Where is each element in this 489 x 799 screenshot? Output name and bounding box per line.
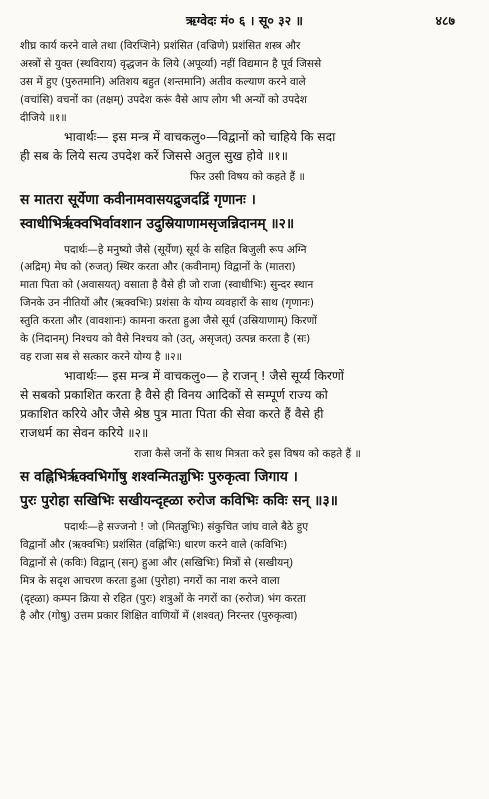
text-line: भावार्थः— इस मन्त्र में वाचकलु०—विद्वानों को चाहिये कि सदा	[64, 129, 336, 144]
bhavarth-2	[20, 367, 475, 443]
padarth-continuation	[20, 38, 475, 128]
verse-intro-2: फिर उसी विषय को कहते हैं ॥	[190, 170, 305, 183]
text-line: (वचांसि) वचनों का (तक्षम्) उपदेश करूं वैसे आप लोग भी अन्यों को उपदेश	[20, 93, 307, 106]
text-line: माता पिता को (अवासयत्) वसाता है वैसे ही जो राजा (स्वाधीभिः) सुन्दर स्थान	[20, 279, 314, 292]
running-title: ऋग्वेदः मं० ६ । सू० ३२ ॥	[185, 13, 304, 28]
text-line: के (निदानम्) निश्चय को वैसे निश्चय को (उत्, असृजत्) उत्पन्न करता है (सः)	[20, 333, 311, 346]
text-line: भावार्थः— इस मन्त्र में वाचकलु०— हे राजन् ! जैसे सूर्य्य किरणों	[64, 368, 344, 383]
mantra-3	[20, 465, 475, 513]
text-line: स्तुति करता और (वावशानः) कामना करता हुआ जैसे सूर्य (उस्रियाणाम्) किरणों	[20, 315, 317, 328]
page-number: ४८७	[435, 13, 455, 28]
padarth-3	[20, 519, 475, 626]
text-line: (अद्रिम्) मेघ को (रुजत्) स्थिर करता और (कवीनाम्) विद्वानों के (मातरा)	[20, 261, 296, 274]
text-line: मित्र के सदृश आचरण करता हुआ (पुरोहा) नगरों का नाश करने वाला	[20, 574, 280, 587]
text-line: राजधर्म का सेवन करिये ॥२॥	[20, 425, 149, 440]
verse-intro-3: राजा कैसे जनों के साथ मित्रता करे इस विषय को कहते हैं ॥	[134, 447, 361, 460]
text-line: पदार्थः—हे सज्जनो ! जो (मितज्ञुभिः) संकुचित जांघ वाले बैठे हुए	[64, 520, 309, 533]
text-line: प्रकाशित करिये और जैसे श्रेष्ठ पुत्र माता पिता की सेवा करते हैं वैसे ही	[20, 406, 324, 421]
text-line: शीघ्र कार्य करने वाले तथा (विरप्शिने) प्रशंसित (वज्रिणे) प्रशंसित शस्त्र और	[20, 40, 301, 52]
text-line: दीजिये ॥१॥	[20, 111, 67, 124]
text-line: जिनके उन नीतियों और (ऋक्वभिः) प्रशंसा के योग्य व्यवहारों के साथ (गृणानः)	[20, 297, 314, 310]
text-line: वह राजा सब से सत्कार करने योग्य है ॥२॥	[20, 350, 182, 363]
mantra-2	[20, 188, 475, 236]
text-line: विद्वानों और (ऋक्वभिः) प्रशंसित (वह्निभिः) धारण करने वाले (कविभिः)	[20, 538, 288, 551]
text-line: है और (गोषु) उत्तम प्रकार शिक्षित वाणियों में (शश्वत्) निरन्तर (पुरुकृत्वा)	[20, 610, 298, 623]
mantra-line: पुरः पुरोहा सखिभिः सखीयन्दृह्ळा रुरोज कविभिः कविः सन् ॥३॥	[20, 492, 338, 509]
text-line: अस्त्रों से युक्त (स्थविराय) वृद्धजन के लिये (अपूर्व्या) नहीं विद्यमान है पूर्व जिससे	[20, 57, 322, 70]
text-line: ही सब के लिये सत्य उपदेश करें जिससे अतुल सुख होवे ॥१॥	[20, 148, 288, 163]
mantra-line: स वह्निभिर्ऋक्वभिर्गोषु शश्वन्मितज्ञुभिः पुरुकृत्वा जिगाय ।	[20, 468, 298, 485]
text-line: (दृह्ळा) कम्पन क्रिया से रहित (पुरः) शत्रुओं के नगरों का (रुरोज) भंग करता	[20, 592, 306, 605]
page-header	[0, 10, 489, 32]
text-line: से सबको प्रकाशित करता है वैसे ही विनय आदिकों से सम्पूर्ण राज्य को	[20, 387, 328, 402]
page-body	[20, 38, 475, 626]
text-line: पदार्थः—हे मनुष्यो जैसे (सूर्येण) सूर्य के सहित बिजुली रूप अग्नि	[64, 243, 307, 256]
mantra-line: स्वाधीभिर्ऋक्वभिर्वावशान उदुस्रियाणामसृजन्निदानम् ॥२॥	[20, 215, 295, 232]
text-line: विद्वानों से (कविः) विद्वान् (सन्) हुआ और (सखिभिः) मित्रों से (सखीयन्)	[20, 556, 294, 569]
padarth-2	[20, 242, 475, 367]
bhavarth-1	[20, 128, 475, 166]
mantra-line: स मातरा सूर्येणा कवीनामवासयद्रुजदद्रिं गृणानः ।	[20, 191, 256, 208]
text-line: उस में हुए (पुरुतमानि) अतिशय बहुत (शन्तमानि) अतीव कल्याण करने वाले	[20, 75, 306, 88]
